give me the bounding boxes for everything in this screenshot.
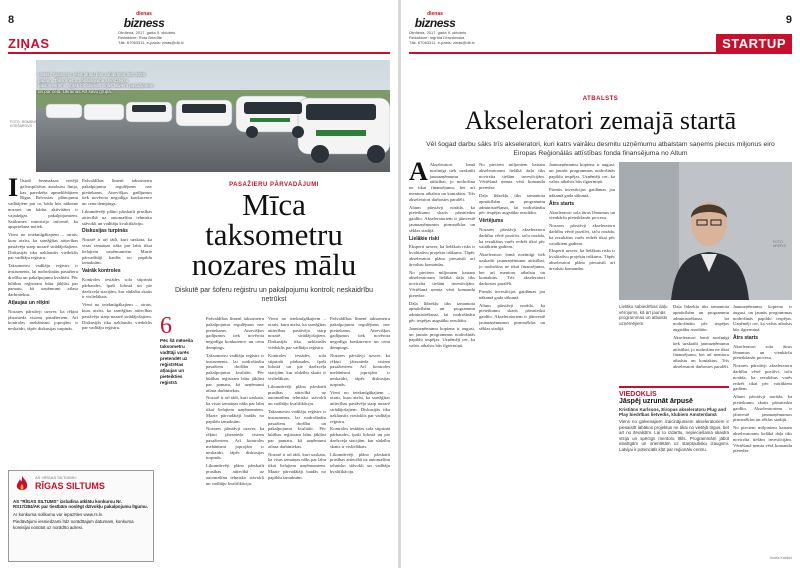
- body-paragraph: Jaunuzņēmumu kopiena ir augusi, un jaunās programmas nodrošinās papildu iespējas. Uzņēmēji cer, ka valsts atbalsts būs ilgtermiņā.: [549, 162, 615, 185]
- portrait-photo: [619, 162, 792, 300]
- body-paragraph: Altum pārstāvji norāda, ka pieteikumu skaits pārsniedza gaidīto. Akseleratoriem ir jāinvestē jaunuzņēmumos pirmssēklas un sēklas stadijā.: [733, 394, 792, 423]
- body-paragraph: Nozares pārstāvji uzsver, ka rēķini jāizsniedz visiem pasažieriem. Arī kontroles mehānismi joprojām ir neskaidri, tāpēc diskusijas turpinās.: [8, 308, 78, 332]
- body-paragraph: Nozares pārstāvji uzsver, ka rēķini jāizsniedz visiem pasažieriem. Arī kontroles mehānismi joprojām ir neskaidri, tāpēc diskusijas turpinās.: [206, 426, 264, 461]
- headline-line: nozares mālu: [191, 247, 357, 282]
- opinion-byline: Kristiāns Karlsons, Eiropas akseleratoru Plug and Play biedrības lietvedis, klubiem Amsterdamā: [619, 407, 727, 417]
- body-paragraph: Nozarē ir arī tādi, kuri uzskata, ka visas izmaiņas nāks par labu tikai lielajiem uzņēmumiem. Mazie pārvadātāji baidās no papildu izmaksām.: [82, 237, 152, 266]
- body-paragraph: Altum pārstāvji norāda, ka pieteikumu skaits pārsniedza gaidīto. Akseleratoriem ir jāinvestē jaunuzņēmumos pirmssēklas un sēklas stadijā.: [409, 204, 475, 233]
- article-column-3: [549, 162, 615, 562]
- photo-caption: Lielāks īpatsvars nekā jaunu būs sabiedrībā līdz 2020. gadam. Taksometru pakalpojumu sniedzēji ar taksometriem. Agrāk biz-dienas ziņas saviem pasažieriem un par ceļa. Ukrainas Arī savu grupa.: [38, 72, 154, 94]
- body-paragraph: Eksperti uzsver, ka lielākais risks ir kvalitatīvu projektu trūkums. Tāpēc akseleratori plāno piesaistīt arī ārvalstu komandas.: [409, 244, 475, 267]
- masthead-logo: bizness: [414, 16, 456, 30]
- article-column-5: [330, 316, 390, 556]
- article-headline: Akseleratori zemajā startā: [464, 106, 737, 135]
- section-rule: [8, 52, 390, 54]
- meta-contact: Tālr. 67063311, e-pasts: zinas@db.lv: [409, 40, 475, 45]
- article-lead-column: [8, 178, 78, 408]
- body-paragraph: Nozares pārstāvji akseleratoru darbību vērtē pozitīvi, taču norāda, ka rezultātus varēs redzēt tikai pēc vairākiem gadiem.: [733, 363, 792, 392]
- body-paragraph: No pieciem miljoniem katram akseleratoram lielākā daļa tiks novirzīta tiešām investīcijām. Vērtēšanā ņemta vērā komandu pieredze.: [479, 162, 545, 191]
- article-column-4: [268, 316, 326, 556]
- body-paragraph: Taksometru vadītāju reģistrs ir instruments, lai nodrošinātu pasažieru drošību un pakalpojumu kvalitāti. Pēc būtības reģistram būtu jākļūst par pamatu, kā uzņēmumi atlasa darbiniekus.: [8, 263, 78, 298]
- subhead: Ātrs starts: [549, 200, 575, 207]
- masthead-small: dienas: [427, 11, 443, 17]
- drop-cap: I: [8, 178, 19, 202]
- meta-editor: Redaktore: Rota Briedīte: [118, 35, 163, 40]
- article-kicker: ATBALSTS: [582, 96, 619, 102]
- article-column-1: [409, 162, 475, 562]
- section-rule: [409, 52, 792, 54]
- body-paragraph: Daļa līdzekļu tiks izmantota apmācībām un programmu administrēšanai, lai nodrošinātu pēc iespējas augstāku rezultātu.: [479, 192, 545, 216]
- article-kicker: PASAŽIERU PĀRVADĀJUMI: [229, 182, 319, 188]
- section-tag: ZIŅAS: [8, 36, 50, 51]
- body-paragraph: Akseleratori lomā nozīmīgi tiek uzskatīti jaunuzņēmumu attīstībai, jo nodrošina ne tikai finansējumu, bet arī mentoru atbalstu un kontaktus. Trīs akseleratori darbosies paralēli.: [479, 252, 545, 287]
- body-paragraph: Kontroles iestādes sola stiprināt pārbaudes, īpaši lidostā un pie dzelzceļa stacijām, kur sūdzību skaits ir vislielākais.: [330, 426, 390, 449]
- body-paragraph: Vieni no ietekmīgākajiem – otrais, kuru atzīst, ka sarežģītas attiecības pastāvēja starp nozarē strādājošajiem. Diskusijās tika uzklausīts viedoklis par vadītāju reģistru.: [82, 302, 152, 331]
- subhead: Diskusijas turpinās: [82, 228, 128, 235]
- masthead: [118, 12, 170, 29]
- opinion-box: [619, 386, 729, 562]
- ad-line: AS "RĪGAS SILTUMS" izsludina atklātu konkursu Nr. RS17/284/AK par tiesībām noslēgt dzīvokļu pakalpojumu līgumu.: [13, 499, 148, 510]
- body-paragraph: Pašvaldības līmenī taksometru pakalpojumu regulējums nav pietiekams. Atsevišķos gadījumos tiek novērota negodīga konkurence un cenu dempings.: [330, 316, 390, 350]
- masthead: [409, 12, 461, 29]
- body-paragraph: Akseleratori sola ātrus lēmumus un vienkāršu pieteikšanās procesu.: [549, 209, 615, 221]
- article-column-2: [82, 178, 152, 508]
- article-column-4: [673, 304, 729, 384]
- body-paragraph: Likumdevēji plāno pārskatīt prasības attiecībā uz automašīnu tehnisko stāvokli un vadītāju kvalifikāciju.: [82, 208, 152, 226]
- page-number: 8: [8, 14, 15, 26]
- body-paragraph: Likumdevēji plāno pārskatīt prasības attiecībā uz automašīnu tehnisko stāvokli un vadītāju kvalifikāciju.: [268, 383, 326, 407]
- opinion-tag: VIEDOKLIS: [619, 391, 657, 398]
- meta-editor: Redaktore: Ingrīda Drazdovska: [409, 35, 465, 40]
- body-paragraph: Pirmās investīcijas gaidāmas jau nākamā gada sākumā.: [549, 187, 615, 198]
- body-paragraph: Nozarē ir arī tādi, kuri uzskata, ka visas izmaiņas nāks par labu tikai lielajiem uzņēmumiem. Mazie pārvadātāji baidās no papildu izmaksām.: [206, 395, 264, 424]
- portrait-credit: FOTO: ARHĪVS: [773, 240, 787, 248]
- body-paragraph: Likumdevēji plāno pārskatīt prasības attiecībā uz automašīnu tehnisko stāvokli un vadītāju kvalifikāciju.: [206, 463, 264, 486]
- rigas-siltums-ad: [8, 470, 154, 562]
- body-paragraph: Vieni no ietekmīgākajiem – otrais, kuru atzīst, ka sarežģītas attiecības pastāvēja starp nozarē strādājošajiem. Diskusijās tika uzklausīts viedoklis par vadītāju reģistru.: [268, 316, 326, 350]
- body-paragraph: No pieciem miljoniem katram akseleratoram lielākā daļa tiks novirzīta tiešām investīcijām. Vērtēšanā ņemta vērā komandu pieredze.: [733, 425, 792, 454]
- body-paragraph: Pirmās investīcijas gaidāmas jau nākamā gada sākumā.: [479, 288, 545, 300]
- body-paragraph: Akseleratori sola ātrus lēmumus un vienkāršu pieteikšanās procesu.: [733, 343, 792, 361]
- meta-date: Otrdiena, 2017. gada 9. oktobris: [409, 30, 467, 35]
- body-paragraph: Vieni no ietekmīgākajiem – otrais, kuru atzīst, ka sarežģītas attiecības pastāvēja starp nozarē strādājošajiem. Diskusijās tika uzklausīts viedoklis par vadītāju reģistru.: [330, 389, 390, 424]
- portrait-illustration: [619, 162, 792, 300]
- body-paragraph: Eksperti uzsver, ka lielākais risks ir kvalitatīvu projektu trūkums. Tāpēc akseleratori plāno piesaistīt arī ārvalstu komandas.: [549, 248, 615, 271]
- headline-line: taksometru: [205, 217, 343, 252]
- subhead: Atļaujas un rēķini: [8, 299, 50, 306]
- photo-credit: FOTO: ROMĀNS KOKŠAROVS: [10, 120, 37, 128]
- opinion-title: Jāspēj uzrunāt ārpusē: [619, 398, 693, 405]
- subhead: Ātrs starts: [733, 334, 759, 341]
- meta-date: Otrdiena, 2017. gada 9. oktobris: [118, 30, 176, 35]
- article-lead: Ilstoši bezmaksas vietējā galvaspilsētas autobusu līnija, kas paredzēta apmeklētājiem Rīgas Brīvostas plānojumu vadītājiem par to, kāda būs nākotne nozarei un kādas aktivitātes ir vajadzīgas pakalpojumiem. Satiksmes ministrija informē, ka apspriešana notiek.: [8, 178, 78, 230]
- article-column-3: [206, 316, 264, 556]
- section-tag: STARTUP: [716, 34, 792, 53]
- portrait-caption: Lielāko sabiedrības daļu vērojums, kā arī jaunās programmas un atbalsts uzņēmējiem.: [619, 304, 668, 326]
- body-paragraph: Nozares pārstāvji akseleratoru darbību vērtē pozitīvi, taču norāda, ka rezultātus varēs redzēt tikai pēc vairākiem gadiem.: [549, 223, 615, 246]
- meta-contact: Tālr. 67063311, e-pasts: zinas@db.lv: [118, 40, 184, 45]
- masthead-meta: [118, 30, 208, 45]
- body-paragraph: Nozares pārstāvji uzsver, ka rēķini jāizsniedz visiem pasažieriem. Arī kontroles mehānismi joprojām ir neskaidri, tāpēc diskusijas turpinās.: [330, 352, 390, 387]
- pull-quote: [160, 314, 200, 386]
- body-paragraph: Daļa līdzekļu tiks izmantota apmācībām un programmu administrēšanai, lai nodrošinātu pēc iespējas augstāku rezultātu.: [409, 300, 475, 323]
- body-paragraph: Nozares pārstāvji akseleratoru darbību vērtē pozitīvi, taču norāda, ka rezultātus varēs redzēt tikai pēc vairākiem gadiem.: [479, 226, 545, 250]
- ad-body: [13, 499, 149, 530]
- article-column-2: [479, 162, 545, 562]
- opinion-body: Viens no galvenajiem izaicinājumiem akseleratoriem ir piesaistīt labākos projektus ne tikai no vietējā tirgus, bet arī no ārvalstīm. Lai to izdarītu, nepieciešama skaidra vīzija un spēcīgs mentoru tīkls. Programmām jābūt elastīgām un orientētām uz starptautisku izaugsmi. Latvijai ir potenciāls kļūt par reģionālu centru.: [619, 419, 729, 452]
- article-standfirst: Vēl šogad darbu sāks trīs akseleratori, kuri katrs vairāku desmitu uzņēmumu atbalstam saņems piecus miljonus eiro Eiropas Reģionālās attīstības fonda finansējuma no Altum: [426, 141, 775, 157]
- article-standfirst: Diskutē par šoferu reģistru un pakalpojumu kontroli; neskaidrību netrūkst: [174, 287, 374, 303]
- headline-line: Mīca: [242, 187, 306, 222]
- body-paragraph: Kontroles iestādes sola stiprināt pārbaudes, īpaši lidostā un pie dzelzceļa stacijām, kur sūdzību skaits ir vislielākais.: [82, 276, 152, 300]
- body-paragraph: Daļa līdzekļu tiks izmantota apmācībām un programmu administrēšanai, lai nodrošinātu pēc iespējas augstāku rezultātu.: [673, 304, 729, 333]
- article-column-5: [733, 304, 792, 544]
- body-paragraph: Pašvaldības līmenī taksometru pakalpojumu regulējums nav pietiekams. Atsevišķos gadījumos tiek novērota negodīga konkurence un cenu dempings.: [82, 178, 152, 207]
- body-paragraph: Akseleratori lomā nozīmīgi tiek uzskatīti jaunuzņēmumu attīstībai, jo nodrošina ne tikai finansējumu, bet arī mentoru atbalstu un kontaktus. Trīs akseleratori darbosies paralēli.: [673, 334, 729, 369]
- body-paragraph: Akseleratori lomā nozīmīgi tiek uzskatīti jaunuzņēmumu attīstībai, jo nodrošina ne tikai finansējumu, bet arī mentoru atbalstu un kontaktus. Trīs akseleratori darbosies paralēli.: [409, 162, 475, 202]
- ad-title: RĪGAS SILTUMS: [35, 481, 105, 491]
- ad-line: Piedāvājumi iesniedzami līdz norādītajam datumam, konkursa komisijai nosūtot uz norādīto adresi.: [13, 519, 134, 530]
- right-page: [401, 0, 800, 568]
- body-paragraph: Taksometru vadītāju reģistrs ir instruments, lai nodrošinātu pasažieru drošību un pakalpojumu kvalitāti. Pēc būtības reģistram būtu jākļūst par pamatu, kā uzņēmumi atlasa darbiniekus.: [206, 352, 264, 393]
- subhead: Vairāk kontroles: [82, 268, 121, 275]
- page-number: 9: [785, 14, 792, 26]
- flame-icon: [13, 475, 31, 493]
- ad-line: Ar konkursa nolikumu var iepazīties www.rs.lv.: [13, 511, 103, 517]
- drop-cap: A: [409, 162, 428, 186]
- body-paragraph: Pašvaldības līmenī taksometru pakalpojumu regulējums nav pietiekams. Atsevišķos gadījumos tiek novērota negodīga konkurence un cenu dempings.: [206, 316, 264, 350]
- body-paragraph: Vieni no ietekmīgākajiem – otrais, kuru atzīst, ka sarežģītas attiecības pastāvēja starp nozarē strādājošajiem. Diskusijās tika uzklausīts viedoklis par vadītāju reģistru.: [8, 232, 78, 261]
- pull-quote-text: Pēc šā mēneša taksometru vadītāji varēs pretendēt uz reģistrētas atļaujas un pieteikties reģistrā: [160, 338, 193, 385]
- left-page: [0, 0, 398, 568]
- masthead-small: dienas: [136, 11, 152, 17]
- subhead: Lielākie riski: [409, 235, 440, 242]
- author-note: Andris Kalniņš: [769, 556, 792, 560]
- body-paragraph: Kontroles iestādes sola stiprināt pārbaudes, īpaši lidostā un pie dzelzceļa stacijām, kur sūdzību skaits ir vislielākais.: [268, 352, 326, 381]
- masthead-meta: [409, 30, 499, 45]
- ad-label: AS «RĪGAS SILTUMS»: [35, 475, 77, 480]
- body-paragraph: No pieciem miljoniem katram akseleratoram lielākā daļa tiks novirzīta tiešām investīcijām. Vērtēšanā ņemta vērā komandu pieredze.: [409, 269, 475, 298]
- body-paragraph: Taksometru vadītāju reģistrs ir instruments, lai nodrošinātu pasažieru drošību un pakalpojumu kvalitāti. Pēc būtības reģistram būtu jākļūst par pamatu, kā uzņēmumi atlasa darbiniekus.: [268, 408, 326, 449]
- body-paragraph: Jaunuzņēmumu kopiena ir augusi, un jaunās programmas nodrošinās papildu iespējas. Uzņēmēji cer, ka valsts atbalsts būs ilgtermiņā.: [409, 325, 475, 349]
- body-paragraph: Nozarē ir arī tādi, kuri uzskata, ka visas izmaiņas nāks par labu tikai lielajiem uzņēmumiem. Mazie pārvadātāji baidās no papildu izmaksām.: [268, 451, 326, 480]
- body-paragraph: Jaunuzņēmumu kopiena ir augusi, un jaunās programmas nodrošinās papildu iespējas. Uzņēmēji cer, ka valsts atbalsts būs ilgtermiņā.: [733, 304, 792, 333]
- subhead: Vērtējums: [479, 218, 504, 225]
- masthead-logo: bizness: [123, 16, 165, 30]
- body-paragraph: Altum pārstāvji norāda, ka pieteikumu skaits pārsniedza gaidīto. Akseleratoriem ir jāinvestē jaunuzņēmumos pirmssēklas un sēklas stadijā.: [479, 302, 545, 331]
- pull-quote-number: 6: [160, 313, 172, 339]
- body-paragraph: Likumdevēji plāno pārskatīt prasības attiecībā uz automašīnu tehnisko stāvokli un vadītāju kvalifikāciju.: [330, 451, 390, 474]
- article-headline: [158, 187, 390, 282]
